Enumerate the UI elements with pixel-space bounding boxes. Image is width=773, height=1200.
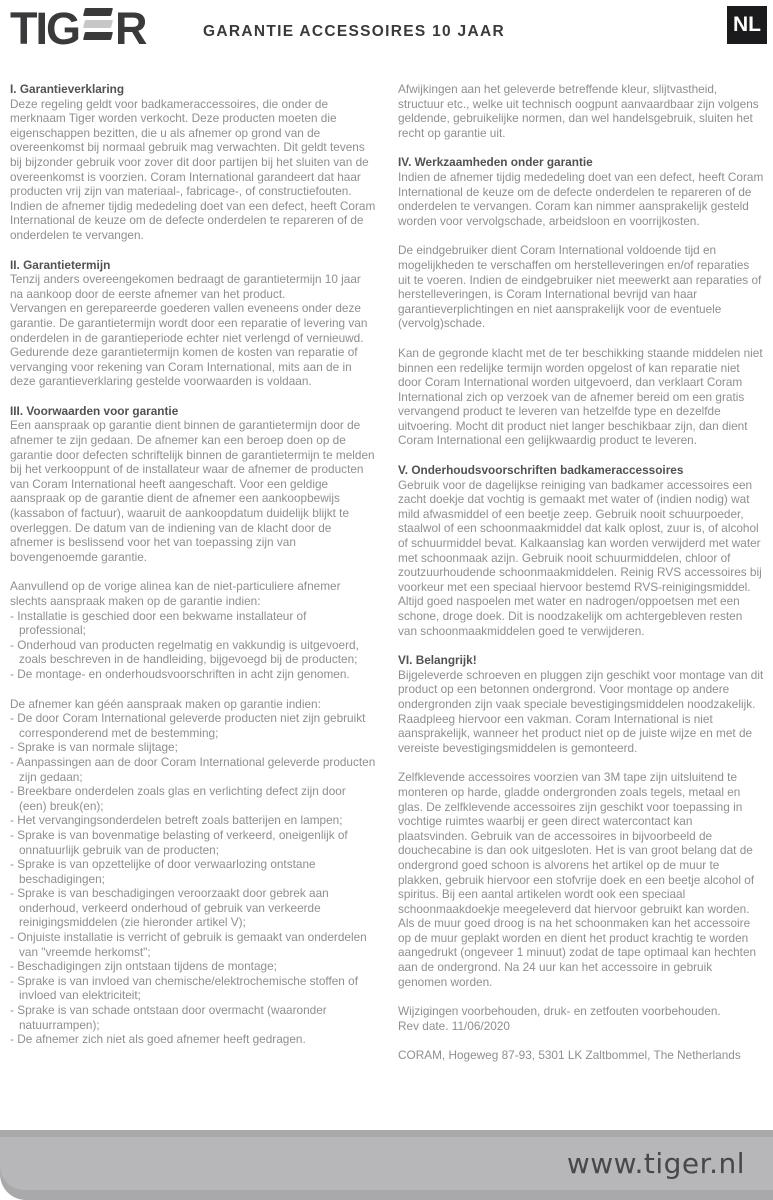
paragraph: CORAM, Hogeweg 87-93, 5301 LK Zaltbommel, The Netherlands (398, 1048, 741, 1063)
list-item: - De afnemer zich niet als goed afnemer heeft gedragen. (10, 1032, 306, 1047)
website-url: www.tiger.nl (566, 1147, 745, 1180)
section-heading: VI. Belangrijk! (398, 653, 477, 668)
paragraph: Gebruik voor de dagelijkse reiniging van badkamer accessoires een zacht doekje dat vochtig is gemaakt met water of (indien nodig) wat mild afwasmiddel of een beetje zeep. Gebruik nooit schuurpoeder, staalwol of een schoonmaakmiddel dat kalk oplost, zuur is, of alcohol of schuurmiddel bevat. Kalkaanslag kan worden verwijderd met water met schoonmaak azijn. Gebruik nooit schuurmiddelen, chloor of zoutzuurhoudende schoonmaakmiddelen. Reinig RVS accessoires bij voorkeur met een speciaal hiervoor bestemd RVS-reinigingsmiddel. Altijd goed naspoelen met water en nadrogen/oppoetsen met een schone, droge doek. Dit is noodzakelijk om achtergebleven resten van schoonmaakmiddelen goed te verwijderen. (398, 477, 762, 638)
logo-e-bars-icon (84, 8, 112, 40)
document-section (398, 1004, 764, 1063)
document-section (398, 155, 764, 448)
language-badge: NL (727, 6, 767, 44)
document-section (10, 404, 376, 1047)
paragraph: Rev date. 11/06/2020 (398, 1018, 510, 1033)
tiger-logo (10, 3, 146, 54)
list-item: - De montage- en onderhoudsvoorschriften in acht zijn genomen. (10, 666, 350, 681)
paragraph: Een aanspraak op garantie dient binnen de garantietermijn door de afnemer te zijn gedaan. De afnemer kan een beroep doen op de garantie door defecten schriftelijk binnen de garantietermijn te melden bij het verkooppunt of de installateur waar de afnemer de producten van Coram International heeft aangeschaft. Voor een geldige aanspraak op de garantie dient de afnemer een aankoopbewijs (kassabon of factuur), waaruit de aankoopdatum duidelijk blijkt te overleggen. De datum van de indiening van de klacht door de afnemer is beslissend voor het van toepassing zijn van bovengenoemde garantie. (10, 418, 375, 564)
paragraph: Vervangen en gerepareerde goederen vallen eveneens onder deze garantie. De garantietermijn wordt door een reparatie of levering van onderdelen in de garantieperiode echter niet verlengd of vernieuwd. (10, 301, 368, 345)
list-item: - Sprake is van opzettelijke of door verwaarlozing ontstane beschadigingen; (10, 857, 316, 886)
list-item: - Beschadigingen zijn ontstaan tijdens de montage; (10, 959, 277, 974)
document-section (398, 653, 764, 989)
list-item: - Onderhoud van producten regelmatig en vakkundig is uitgevoerd, zoals beschreven in de handleiding, bijgevoegd bij de producten; (10, 637, 359, 667)
left-column (10, 82, 376, 1078)
document-section (398, 82, 764, 140)
list-item: - Aanpassingen aan de door Coram International geleverde producten zijn gedaan; (10, 754, 376, 784)
paragraph: Tenzij anders overeengekomen bedraagt de garantietermijn 10 jaar na aankoop door de eerste afnemer van het product. (10, 272, 361, 301)
paragraph: De eindgebruiker dient Coram International voldoende tijd en mogelijkheden te verschaffen om herstelleveringen en/of reparaties uit te voeren. Indien de eindgebruiker niet meewerkt aan reparaties of herstelleveringen, is Coram International bevrijd van haar garantieverplichtingen en niet aansprakelijk voor de eventuele (vervolg)schade. (398, 243, 762, 331)
list-item: - Installatie is geschied door een bekwame installateur of professional; (10, 608, 307, 638)
paragraph: Gedurende deze garantietermijn komen de kosten van reparatie of vervanging voor rekening van Coram International, mits aan de in deze garantieverklaring gestelde voorwaarden is voldaan. (10, 345, 358, 389)
logo-text-tig: TIG (10, 3, 79, 54)
list-item: - Sprake is van bovenmatige belasting of verkeerd, oneigenlijk of onnatuurlijk gebruik van de producten; (10, 827, 348, 857)
paragraph: Kan de gegronde klacht met de ter beschikking staande middelen niet binnen een redelijke termijn worden opgelost of kan reparatie niet door Coram International worden uitgevoerd, dan verklaart Coram International zich op verzoek van de afnemer bereid om een gratis vervangend product te leveren van hetzelfde type en dezelfde uitvoering. Mocht dit product niet langer beschikbaar zijn, dan dient Coram International een gelijkwaardig product te leveren. (398, 345, 763, 448)
paragraph: Wijzigingen voorbehouden, druk- en zetfouten voorbehouden. (398, 1004, 721, 1019)
list-item: - Sprake is van normale slijtage; (10, 740, 178, 755)
paragraph: Aanvullend op de vorige alinea kan de niet-particuliere afnemer slechts aanspraak maken op de garantie indien: (10, 579, 341, 608)
page-title: GARANTIE ACCESSOIRES 10 JAAR (203, 23, 505, 40)
document-section (398, 463, 764, 638)
list-item: - Onjuiste installatie is verricht of gebruik is gemaakt van onderdelen van "vreemde herkomst"; (10, 930, 367, 959)
list-item: - Sprake is van invloed van chemische/elektrochemische stoffen of invloed van elektriciteit; (10, 973, 358, 1003)
document-body (10, 82, 763, 1078)
list-item: - Sprake is van schade ontstaan door overmacht (waaronder natuurrampen); (10, 1003, 327, 1032)
paragraph: Indien de afnemer tijdig mededeling doet van een defect, heeft Coram International de keuze om de defecte onderdelen te repareren of de onderdelen te vervangen. Coram kan nimmer aansprakelijk gesteld worden voor vervolgschade, arbeidsloon en voorrijkosten. (398, 169, 764, 228)
document-section (10, 258, 376, 389)
right-column (398, 82, 764, 1078)
footer (0, 1130, 773, 1200)
paragraph: Afwijkingen aan het geleverde betreffende kleur, slijtvastheid, structuur etc., welke uit technisch oogpunt aanvaardbaar zijn volgens geldende, gebruikelijke normen, dan wel handelsgebruik, sluiten het recht op garantie uit. (398, 82, 759, 140)
list-item: - De door Coram International geleverde producten niet zijn gebruikt corresponderend met de bestemming; (10, 711, 366, 740)
list-item: - Sprake is van beschadigingen veroorzaakt door gebrek aan onderhoud, verkeerd onderhoud of gebruik van verkeerde reinigingsmiddelen (zie hieronder artikel V); (10, 886, 329, 930)
section-heading: V. Onderhoudsvoorschriften badkameraccessoires (398, 463, 684, 478)
paragraph: Zelfklevende accessoires voorzien van 3M tape zijn uitsluitend te monteren op harde, gladde ondergronden zoals tegels, metaal en glas. De zelfklevende accessoires zijn geschikt voor toepassing in vochtige ruimtes waarbij er geen direct watercontact kan plaatsvinden. Gebruik van de accessoires in bijvoorbeeld de douchecabine is dan ook uitgesloten. Het is van groot belang dat de ondergrond goed schoon is alvorens het artikel op de muur te plakken, gebruik hiervoor een stofvrije doek en een beetje alcohol of spiritus. Bij een aantal artikelen wordt ook een speciaal schoonmaakdoekje meegeleverd dat hiervoor gebruikt kan worden. Als de muur goed droog is na het schoonmaken kan het accessoire op de muur geplakt worden en dient het product krachtig te worden aangedrukt (ongeveer 1 minuut) zodat de tape optimaal kan hechten aan de ondergrond. Na 24 uur kan het accessoire in gebruik genomen worden. (398, 770, 757, 989)
paragraph: Deze regeling geldt voor badkameraccessoires, die onder de merknaam Tiger worden verkocht. Deze producten moeten die eigenschappen bezitten, die u als afnemer op grond van de overeenkomst bij normaal gebruik mag verwachten. Dit geldt tevens bij bijzonder gebruik voor zover dit door partijen bij het sluiten van de overeenkomst is voorzien. Coram International garandeert dat haar producten vrij zijn van materiaal-, fabricage-, of constructiefouten. Indien de afnemer tijdig mededeling doet van een defect, heeft Coram International de keuze om de defecte onderdelen te repareren of de onderdelen te vervangen. (10, 96, 376, 242)
logo-text-r: R (115, 3, 146, 54)
paragraph: De afnemer kan géén aanspraak maken op garantie indien: (10, 696, 321, 711)
section-heading: IV. Werkzaamheden onder garantie (398, 155, 593, 170)
section-heading: II. Garantietermijn (10, 257, 111, 272)
list-item: - Het vervangingsonderdelen betreft zoals batterijen en lampen; (10, 813, 343, 828)
list-item: - Breekbare onderdelen zoals glas en verlichting defect zijn door (een) breuk(en); (10, 784, 346, 813)
footer-bar (0, 1137, 773, 1190)
document-section (10, 82, 376, 243)
section-heading: III. Voorwaarden voor garantie (10, 403, 179, 418)
paragraph: Bijgeleverde schroeven en pluggen zijn geschikt voor montage van dit product op een betonnen ondergrond. Voor montage op andere ondergronden zijn vaak speciale bevestigingsmiddelen noodzakelijk. Raadpleeg hiervoor een vakman. Coram International is niet aansprakelijk, wanneer het product niet op de juiste wijze en met de vereiste bevestigingsmiddelen is gemonteerd. (398, 667, 764, 755)
section-heading: I. Garantieverklaring (10, 82, 125, 96)
